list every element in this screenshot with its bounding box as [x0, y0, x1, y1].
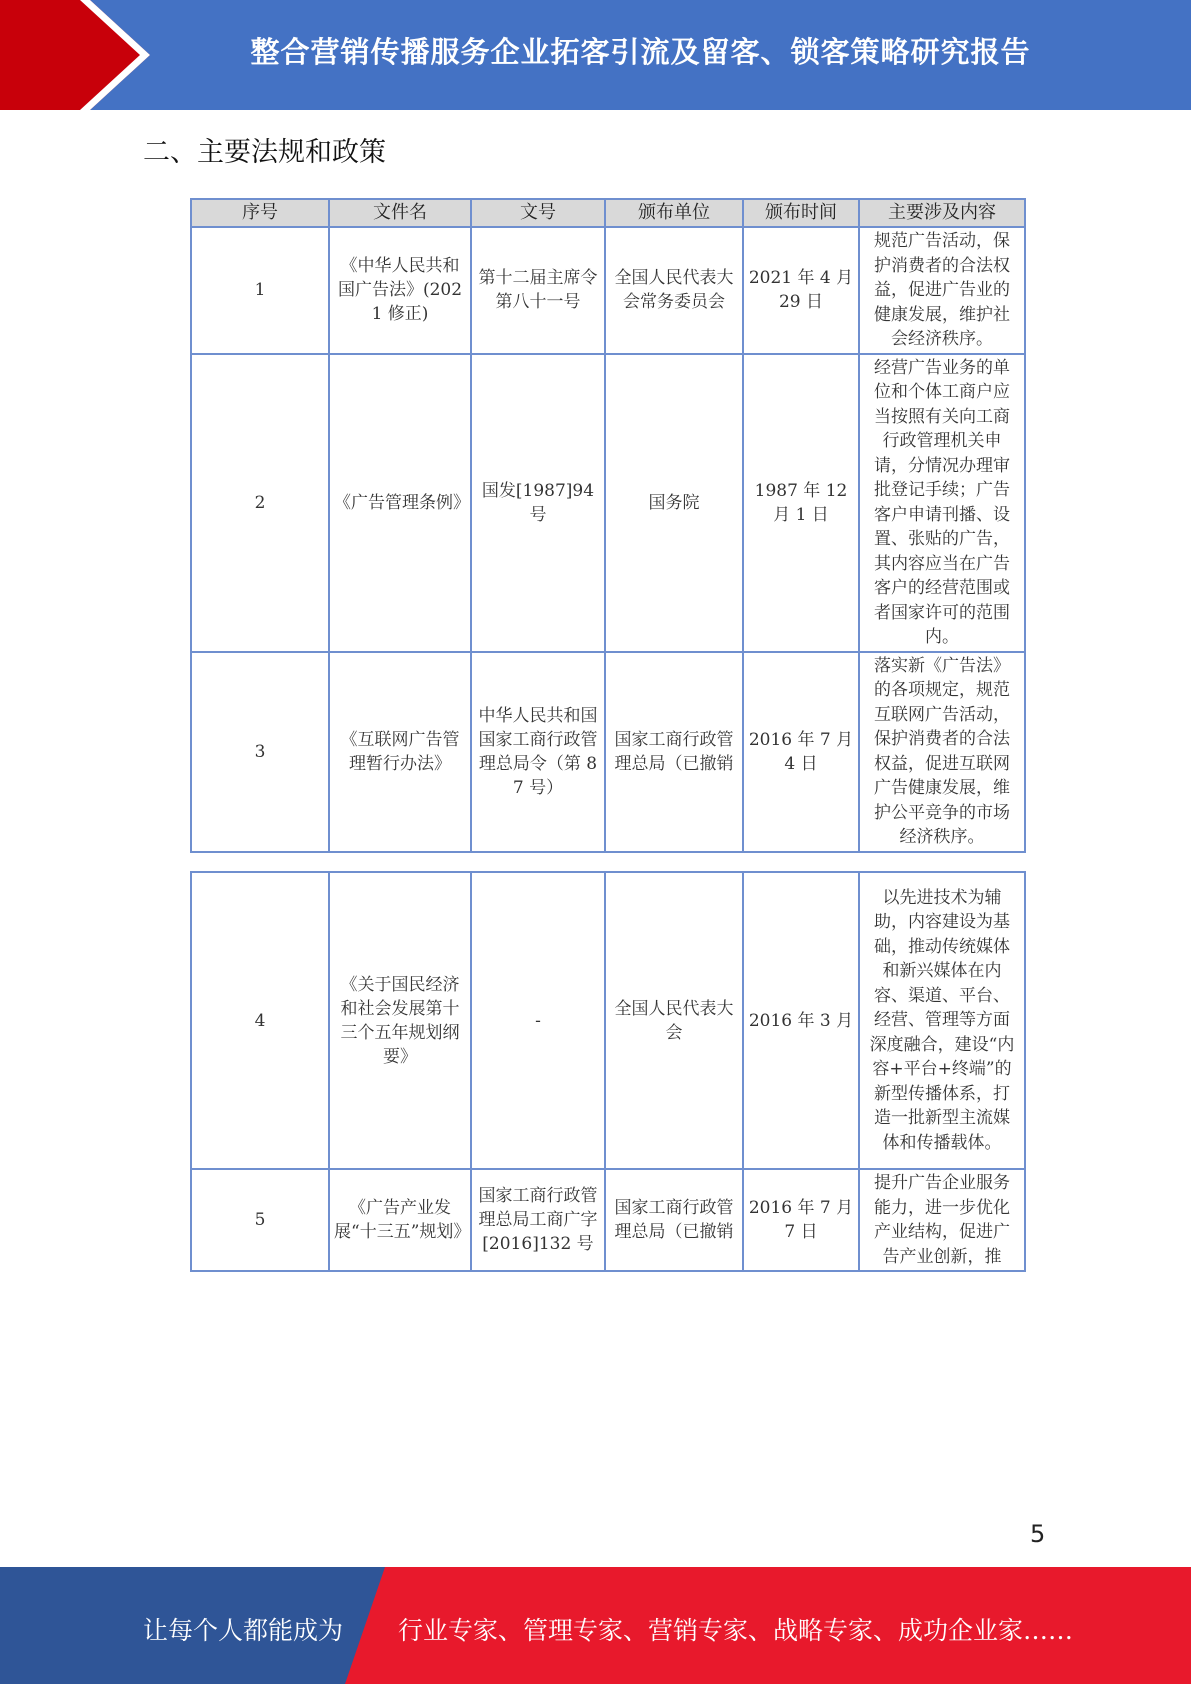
cell-no: 2 [191, 354, 329, 652]
cell-name: 《广告管理条例》 [329, 354, 471, 652]
footer-slogan-right: 行业专家、管理专家、营销专家、战略专家、成功企业家…… [398, 1616, 1074, 1645]
policy-table [190, 198, 1026, 853]
page-header [0, 0, 1191, 110]
cell-no: 3 [191, 652, 329, 852]
cell-doc-no: 第十二届主席令第八十一号 [471, 227, 605, 354]
cell-issuer: 国家工商行政管理总局（已撤销 [605, 652, 743, 852]
cell-no: 1 [191, 227, 329, 354]
header-issuer: 颁布单位 [605, 199, 743, 227]
table-row [191, 227, 1025, 354]
cell-issuer: 全国人民代表大会常务委员会 [605, 227, 743, 354]
cell-no: 4 [191, 872, 329, 1169]
cell-doc-no: 中华人民共和国国家工商行政管理总局令（第 87 号） [471, 652, 605, 852]
header-doc-no: 文号 [471, 199, 605, 227]
cell-content: 以先进技术为辅助，内容建设为基础，推动传统媒体和新兴媒体在内容、渠道、平台、经营、管理等方面深度融合，建设“内容+平台+终端”的新型传播体系，打造一批新型主流媒体和传播载体。 [859, 872, 1025, 1169]
cell-content: 规范广告活动，保护消费者的合法权益，促进广告业的健康发展，维护社会经济秩序。 [859, 227, 1025, 354]
report-title: 整合营销传播服务企业拓客引流及留客、锁客策略研究报告 [250, 35, 1031, 69]
cell-content: 经营广告业务的单位和个体工商户应当按照有关向工商行政管理机关申请，分情况办理审批登记手续；广告客户申请刊播、设置、张贴的广告，其内容应当在广告客户的经营范围或者国家许可的范围内。 [859, 354, 1025, 652]
section-heading: 二、主要法规和政策 [143, 137, 386, 168]
header-date: 颁布时间 [743, 199, 859, 227]
policy-table-continued [190, 871, 1026, 1272]
cell-issuer: 国务院 [605, 354, 743, 652]
header-no: 序号 [191, 199, 329, 227]
footer-slogan-left: 让每个人都能成为 [143, 1616, 344, 1645]
cell-date: 2021 年 4 月 29 日 [743, 227, 859, 354]
cell-date: 2016 年 7 月 4 日 [743, 652, 859, 852]
cell-date: 2016 年 3 月 [743, 872, 859, 1169]
cell-doc-no: 国家工商行政管理总局工商广字[2016]132 号 [471, 1169, 605, 1271]
cell-name: 《互联网广告管理暂行办法》 [329, 652, 471, 852]
cell-name: 《关于国民经济和社会发展第十三个五年规划纲要》 [329, 872, 471, 1169]
table-row [191, 354, 1025, 652]
cell-issuer: 全国人民代表大会 [605, 872, 743, 1169]
header-name: 文件名 [329, 199, 471, 227]
page-number: 5 [1030, 1520, 1046, 1548]
cell-date: 1987 年 12 月 1 日 [743, 354, 859, 652]
cell-name: 《中华人民共和国广告法》(2021 修正) [329, 227, 471, 354]
cell-doc-no: - [471, 872, 605, 1169]
cell-content: 落实新《广告法》的各项规定，规范互联网广告活动，保护消费者的合法权益，促进互联网广告健康发展，维护公平竞争的市场经济秩序。 [859, 652, 1025, 852]
page-footer [0, 1567, 1191, 1684]
cell-issuer: 国家工商行政管理总局（已撤销 [605, 1169, 743, 1271]
cell-no: 5 [191, 1169, 329, 1271]
table-row [191, 872, 1025, 1169]
table-header-row [191, 199, 1025, 227]
cell-doc-no: 国发[1987]94 号 [471, 354, 605, 652]
header-content: 主要涉及内容 [859, 199, 1025, 227]
cell-name: 《广告产业发展“十三五”规划》 [329, 1169, 471, 1271]
table-row [191, 1169, 1025, 1271]
cell-content: 提升广告企业服务能力，进一步优化产业结构，促进广告产业创新，推 [859, 1169, 1025, 1271]
table-row [191, 652, 1025, 852]
cell-date: 2016 年 7 月 7 日 [743, 1169, 859, 1271]
